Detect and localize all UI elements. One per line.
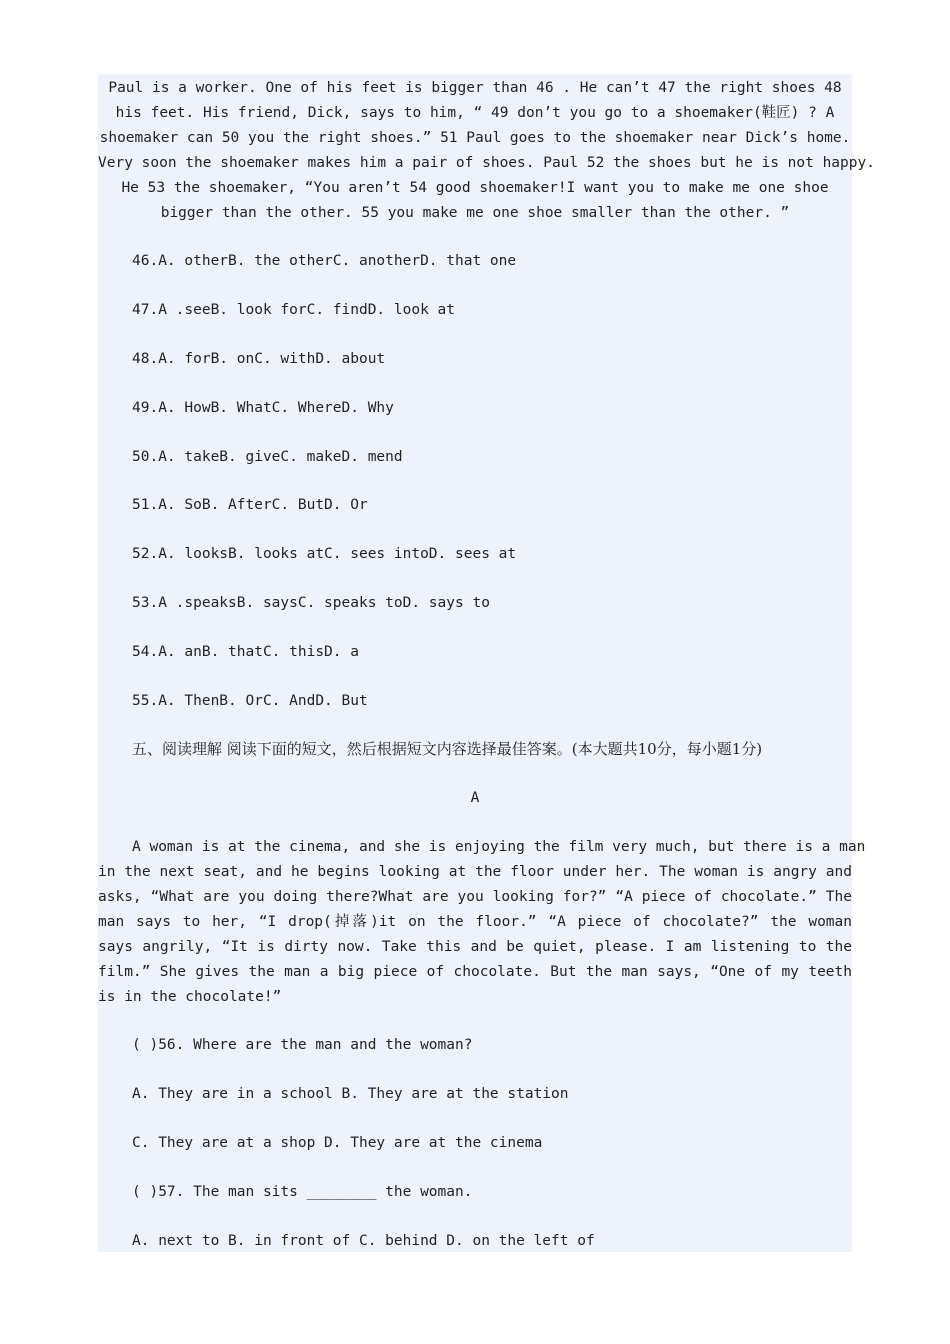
question-53-options: 53.A .speaksB. saysC. speaks toD. says to bbox=[132, 595, 490, 611]
passage2-line-7: is in the chocolate!” bbox=[98, 989, 282, 1005]
passage2-line-3: asks, “What are you doing there?What are you looking for?” “A piece of chocolate.” The bbox=[98, 889, 852, 905]
passage1-line-2: his feet. His friend, Dick, says to him, “ 49 don’t you go to a shoemaker(鞋匠) ? A bbox=[115, 105, 835, 121]
section-letter-a: A bbox=[470, 790, 480, 806]
passage1-line-4: Very soon the shoemaker makes him a pair of shoes. Paul 52 the shoes but he is not happy. bbox=[98, 155, 875, 171]
question-51-options: 51.A. SoB. AfterC. ButD. Or bbox=[132, 497, 368, 513]
question-56-options-ab: A. They are in a school B. They are at the station bbox=[132, 1086, 569, 1102]
passage1-line-5: He 53 the shoemaker, “You aren’t 54 good shoemaker!I want you to make me one shoe bbox=[121, 180, 829, 196]
question-55-options: 55.A. ThenB. OrC. AndD. But bbox=[132, 693, 368, 709]
question-49-options: 49.A. HowB. WhatC. WhereD. Why bbox=[132, 400, 394, 416]
question-47-options: 47.A .seeB. look forC. findD. look at bbox=[132, 302, 456, 318]
question-56-stem: ( )56. Where are the man and the woman? bbox=[132, 1037, 473, 1053]
passage2-line-4: man says to her, “I drop(掉落)it on the floor.” “A piece of chocolate?” the woman bbox=[98, 914, 852, 930]
passage2-line-6: film.” She gives the man a big piece of chocolate. But the man says, “One of my teeth bbox=[98, 964, 852, 980]
passage2-line-1: A woman is at the cinema, and she is enjoying the film very much, but there is a man bbox=[132, 839, 866, 855]
passage2-line-2: in the next seat, and he begins looking at the floor under her. The woman is angry and bbox=[98, 864, 852, 880]
section-heading: 五、阅读理解 阅读下面的短文，然后根据短文内容选择最佳答案。(本大题共10分，每小题1分) bbox=[132, 740, 763, 758]
question-56-options-cd: C. They are at a shop D. They are at the cinema bbox=[132, 1135, 543, 1151]
passage1-line-6: bigger than the other. 55 you make me one shoe smaller than the other. ” bbox=[160, 205, 790, 221]
question-54-options: 54.A. anB. thatC. thisD. a bbox=[132, 644, 359, 660]
passage1-line-1: Paul is a worker. One of his feet is bigger than 46 . He can’t 47 the right shoes 48 bbox=[108, 80, 842, 96]
question-52-options: 52.A. looksB. looks atC. sees intoD. sees at bbox=[132, 546, 517, 562]
question-57-stem: ( )57. The man sits ________ the woman. bbox=[132, 1184, 473, 1200]
question-46-options: 46.A. otherB. the otherC. anotherD. that one bbox=[132, 253, 517, 269]
question-48-options: 48.A. forB. onC. withD. about bbox=[132, 351, 386, 367]
passage2-line-5: says angrily, “It is dirty now. Take this and be quiet, please. I am listening to the bbox=[98, 939, 852, 955]
question-50-options: 50.A. takeB. giveC. makeD. mend bbox=[132, 449, 403, 465]
question-57-options: A. next to B. in front of C. behind D. on the left of bbox=[132, 1233, 595, 1249]
passage1-line-3: shoemaker can 50 you the right shoes.” 51 Paul goes to the shoemaker near Dick’s home. bbox=[99, 130, 851, 146]
